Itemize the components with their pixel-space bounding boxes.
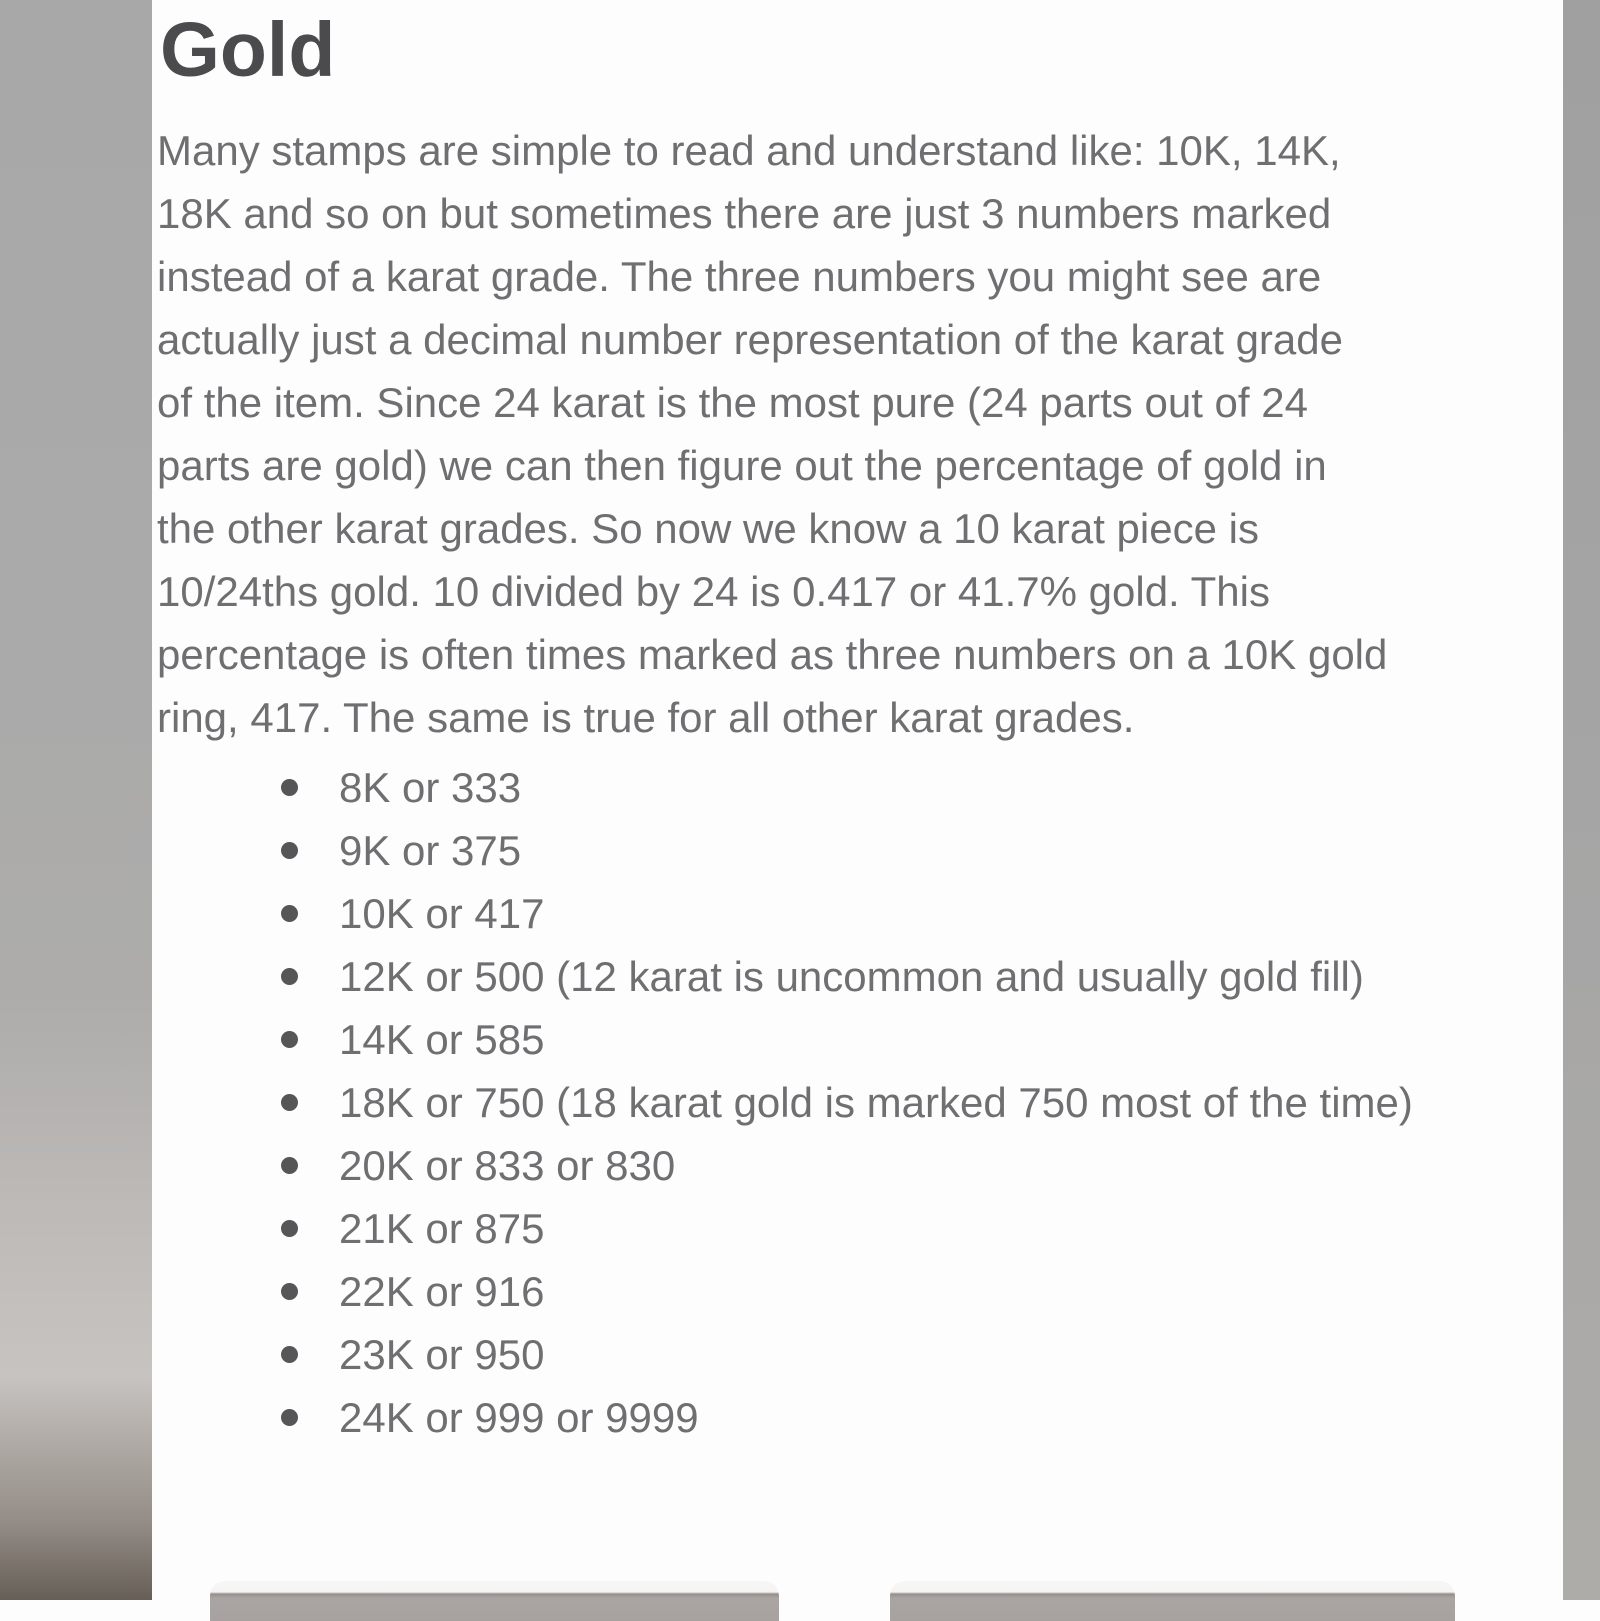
bullet-icon xyxy=(281,968,298,985)
bullet-icon xyxy=(281,842,298,859)
list-item xyxy=(152,1134,1413,1197)
list-item xyxy=(152,945,1413,1008)
bullet-icon xyxy=(281,779,298,796)
paragraph-line: of the item. Since 24 karat is the most pure (24 parts out of 24 xyxy=(157,379,1308,426)
paragraph-line: instead of a karat grade. The three numbers you might see are xyxy=(157,253,1322,300)
list-item xyxy=(152,1386,1413,1449)
footer-card-left[interactable] xyxy=(210,1581,779,1621)
paragraph-line: ring, 417. The same is true for all other karat grades. xyxy=(157,694,1135,741)
list-item xyxy=(152,1071,1413,1134)
paragraph-line: percentage is often times marked as three numbers on a 10K gold xyxy=(157,631,1388,678)
bullet-icon xyxy=(281,1220,298,1237)
paragraph-line: 18K and so on but sometimes there are just 3 numbers marked xyxy=(157,190,1332,237)
list-item-label: 22K or 916 xyxy=(339,1268,545,1315)
bullet-icon xyxy=(281,1346,298,1363)
list-item-label: 21K or 875 xyxy=(339,1205,545,1252)
list-item xyxy=(152,882,1413,945)
bullet-icon xyxy=(281,1094,298,1111)
background-right-band xyxy=(1563,0,1600,1600)
list-item xyxy=(152,1260,1413,1323)
list-item-label: 8K or 333 xyxy=(339,764,522,811)
list-item xyxy=(152,819,1413,882)
bullet-icon xyxy=(281,905,298,922)
list-item-label: 10K or 417 xyxy=(339,890,545,937)
karat-grade-list xyxy=(152,756,1413,1449)
list-item-label: 12K or 500 (12 karat is uncommon and usually gold fill) xyxy=(339,953,1364,1000)
list-item xyxy=(152,1008,1413,1071)
page-title: Gold xyxy=(160,7,336,93)
list-item-label: 23K or 950 xyxy=(339,1331,545,1378)
paragraph-line: parts are gold) we can then figure out the percentage of gold in xyxy=(157,442,1327,489)
paragraph-line: the other karat grades. So now we know a 10 karat piece is xyxy=(157,505,1259,552)
list-item-label: 20K or 833 or 830 xyxy=(339,1142,676,1189)
bullet-icon xyxy=(281,1409,298,1426)
article xyxy=(152,0,1563,1600)
list-item-label: 18K or 750 (18 karat gold is marked 750 most of the time) xyxy=(339,1079,1413,1126)
list-item-label: 9K or 375 xyxy=(339,827,522,874)
paragraph-line: Many stamps are simple to read and understand like: 10K, 14K, xyxy=(157,127,1341,174)
bullet-icon xyxy=(281,1031,298,1048)
intro-paragraph xyxy=(157,119,1387,749)
paragraph-line: actually just a decimal number representation of the karat grade xyxy=(157,316,1343,363)
list-item-label: 24K or 999 or 9999 xyxy=(339,1394,699,1441)
background-left-band xyxy=(0,0,152,1600)
footer-card-right[interactable] xyxy=(890,1581,1455,1621)
list-item-label: 14K or 585 xyxy=(339,1016,545,1063)
list-item xyxy=(152,756,1413,819)
list-item xyxy=(152,1197,1413,1260)
list-item xyxy=(152,1323,1413,1386)
bullet-icon xyxy=(281,1283,298,1300)
paragraph-line: 10/24ths gold. 10 divided by 24 is 0.417 or 41.7% gold. This xyxy=(157,568,1270,615)
bullet-icon xyxy=(281,1157,298,1174)
